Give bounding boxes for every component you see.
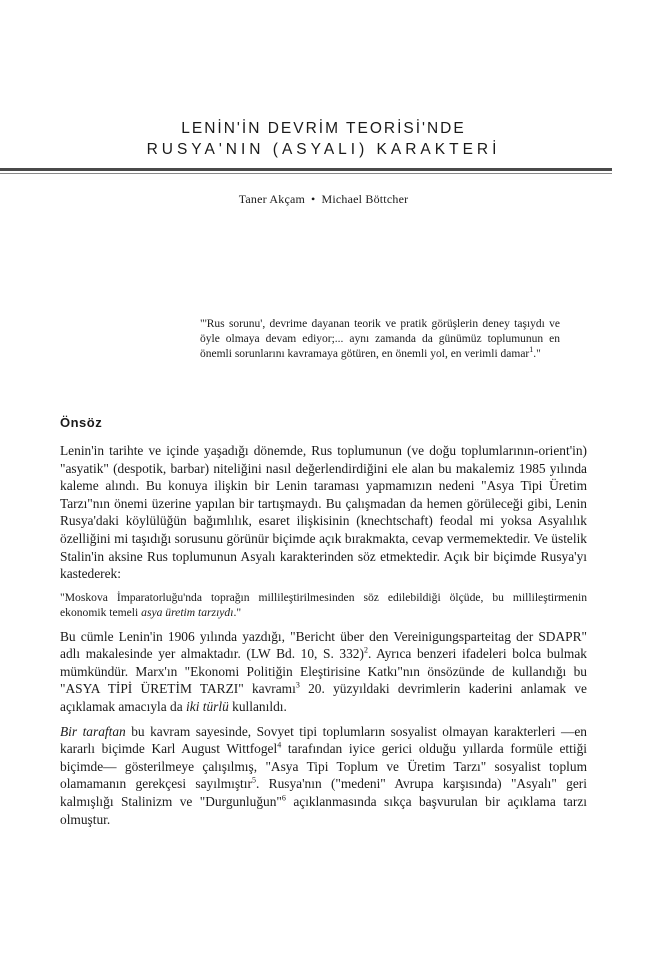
section-heading: Önsöz [60,415,103,430]
paragraph-3 [60,723,587,829]
paragraph-text: açıklanmasında sıkça başvurulan bir açıklama tarzı olmuştur. [60,793,587,827]
paragraph-text: . Rusya'nın ("medeni" Avrupa karşısında) "Asyalı" geri kalmışlığı Stalinizm ve "Durgunluğun" [60,776,587,809]
paragraph-text: kullanıldı. [228,698,287,714]
title-rule-thick [0,168,612,171]
author-name: Michael Böttcher [321,192,409,206]
emphasis-text: Bir taraftan [60,723,126,739]
emphasis-text: iki türlü [186,698,229,714]
footnote-ref: 6 [281,793,286,803]
title-line-1: LENİN'İN DEVRİM TEORİSİ'NDE [181,120,466,137]
epigraph-quote [200,317,560,363]
quote-italic: asya üretim tarzıydı [141,606,234,620]
title-line-2: RUSYA'NIN (ASYALI) KARAKTERİ [146,141,501,158]
footnote-ref: 4 [277,740,282,750]
quote-text: "Moskova İmparatorluğu'nda toprağın millileştirilmesinden söz edilebildiği ölçüde, bu millileştirmenin ekonomik temeli [60,590,587,620]
author-name: Taner Akçam [238,192,306,206]
article-title [60,118,587,160]
paragraph-text: 20. yüzyıldaki devrimlerin kaderini anlamak ve açıklamak amacıyla da [60,681,587,714]
title-rule-thin [0,173,612,174]
author-separator: • [311,192,316,206]
quote-close: ." [233,606,242,620]
footnote-ref: 3 [295,680,300,690]
paragraph-2 [60,628,587,716]
block-quote [60,590,587,621]
paragraph-text: bu kavram sayesinde, Sovyet tipi toplumların sosyalist olmayan karakterleri —en kararlı biçimde Karl August Wittfogel [60,723,587,757]
paragraph-text: tarafından iyice gerici olduğu yıllarda formüle ettiği biçimde— gösterilmeye çalışılmış, "Asya Tipi Toplum ve Üretim Tarzı" sosyalist toplum olamamanın gerekçesi sayılmıştır [60,741,588,792]
body-text [60,442,587,835]
epigraph-text: "'Rus sorunu', devrime dayanan teorik ve pratik görüşlerin deney taşıydı ve öyle olmaya devam ediyor;... aynı zamanda da günümüz toplumunun en önemli sorunlarını kavramaya götüren, en önemli yol, en verimli damar [200,318,560,361]
epigraph-close: ." [533,348,541,361]
author-line [0,192,647,207]
footnote-ref: 2 [363,645,368,655]
footnote-ref: 5 [251,775,256,785]
paragraph-text: Bu cümle Lenin'in 1906 yılında yazdığı, "Bericht über den Vereinigungsparteitag der SDAPR" adlı makalesinde yer almaktadır. (LW Bd. 10, S. 332) [60,628,587,662]
footnote-ref: 1 [529,345,534,355]
paragraph-text: . Ayrıca benzeri ifadeleri bolca bulmak mümkündür. Marx'ın "Ekonomi Politiğin Eleştirisine Katkı"nın önsözünde de kullandığı bu "ASYA TİPİ ÜRETİM TARZI" kavramı [60,646,587,697]
paragraph-1: Lenin'in tarihte ve içinde yaşadığı dönemde, Rus toplumunun (ve doğu toplumlarının-orient'in) "asyatik" (despotik, barbar) niteliğini nasıl değerlendirdiğini ele alan bu makalemiz 1985 yılında kaleme alındı. Bu konuya ilişkin bir Lenin taraması yapmamızın nedeni "Asya Tipi Üretim Tarzı"nın önemi üzerine yapılan bir tartışmaydı. Bu çalışmadan da hemen görüleceği gibi, Lenin Rusya'daki köylülüğün bağımlılık, esaret ilişkisinin (knechtschaft) feodal mi yoksa Asyalılık özelliğini mi taşıdığı sorusunu görünür biçimde açık bırakmakta, cevap vermemektedir. Ve üstelik Stalin'in aksine Rus toplumunun Asyalı karakterinden söz etmektedir. Açık bir biçimde Rusya'yı kastederek: [60,443,587,582]
